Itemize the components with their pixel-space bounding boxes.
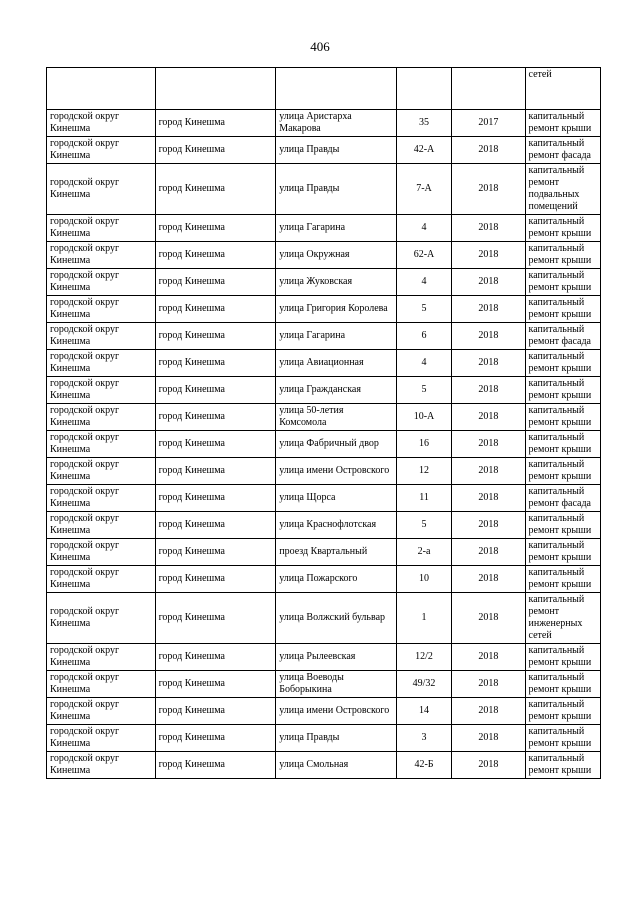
cell-district: городской округ Кинешма xyxy=(47,458,156,485)
cell-year: 2018 xyxy=(452,137,525,164)
cell-street: улица имени Островского xyxy=(276,698,397,725)
cell-city: город Кинешма xyxy=(155,752,276,779)
table-row xyxy=(47,698,601,725)
table-row xyxy=(47,137,601,164)
cell-house: 49/32 xyxy=(396,671,451,698)
cell-city: город Кинешма xyxy=(155,512,276,539)
cell-year: 2018 xyxy=(452,458,525,485)
cell-year: 2018 xyxy=(452,296,525,323)
cell-year: 2018 xyxy=(452,164,525,215)
cell-year: 2018 xyxy=(452,539,525,566)
cell-house: 5 xyxy=(396,296,451,323)
cell-year: 2018 xyxy=(452,593,525,644)
cell-year: 2018 xyxy=(452,215,525,242)
table-row xyxy=(47,296,601,323)
cell-work-type: капитальный ремонт крыши xyxy=(525,644,600,671)
cell-city: город Кинешма xyxy=(155,725,276,752)
page-number: 406 xyxy=(310,39,330,54)
cell-street xyxy=(276,68,397,110)
table-row xyxy=(47,593,601,644)
cell-work-type: капитальный ремонт фасада xyxy=(525,137,600,164)
cell-street: улица Аристарха Макарова xyxy=(276,110,397,137)
cell-work-type: капитальный ремонт крыши xyxy=(525,725,600,752)
cell-year: 2018 xyxy=(452,323,525,350)
cell-work-type: капитальный ремонт крыши xyxy=(525,458,600,485)
cell-year: 2018 xyxy=(452,350,525,377)
cell-street: улица Окружная xyxy=(276,242,397,269)
cell-work-type: капитальный ремонт крыши xyxy=(525,215,600,242)
cell-city: город Кинешма xyxy=(155,164,276,215)
table-row xyxy=(47,566,601,593)
cell-city: город Кинешма xyxy=(155,566,276,593)
cell-city: город Кинешма xyxy=(155,350,276,377)
cell-work-type: капитальный ремонт фасада xyxy=(525,323,600,350)
cell-year: 2018 xyxy=(452,485,525,512)
cell-city: город Кинешма xyxy=(155,539,276,566)
cell-house: 1 xyxy=(396,593,451,644)
table-row xyxy=(47,725,601,752)
cell-city: город Кинешма xyxy=(155,404,276,431)
cell-house: 12 xyxy=(396,458,451,485)
cell-city: город Кинешма xyxy=(155,698,276,725)
cell-district: городской округ Кинешма xyxy=(47,725,156,752)
cell-house: 42-Б xyxy=(396,752,451,779)
cell-street: улица Пожарского xyxy=(276,566,397,593)
cell-city: город Кинешма xyxy=(155,671,276,698)
cell-street: улица Щорса xyxy=(276,485,397,512)
cell-house: 6 xyxy=(396,323,451,350)
cell-street: улица Правды xyxy=(276,164,397,215)
cell-house: 11 xyxy=(396,485,451,512)
cell-year: 2018 xyxy=(452,404,525,431)
table-row-continuation xyxy=(47,68,601,110)
cell-street: улица Гагарина xyxy=(276,323,397,350)
cell-city: город Кинешма xyxy=(155,593,276,644)
table-row xyxy=(47,350,601,377)
cell-district: городской округ Кинешма xyxy=(47,752,156,779)
cell-work-type: капитальный ремонт крыши xyxy=(525,269,600,296)
table-row xyxy=(47,323,601,350)
cell-work-type: капитальный ремонт крыши xyxy=(525,110,600,137)
cell-district: городской округ Кинешма xyxy=(47,377,156,404)
cell-district xyxy=(47,68,156,110)
cell-district: городской округ Кинешма xyxy=(47,671,156,698)
cell-street: улица Гагарина xyxy=(276,215,397,242)
cell-year: 2017 xyxy=(452,110,525,137)
cell-house: 35 xyxy=(396,110,451,137)
table-row xyxy=(47,512,601,539)
cell-city: город Кинешма xyxy=(155,296,276,323)
cell-city xyxy=(155,68,276,110)
cell-work-type: капитальный ремонт крыши xyxy=(525,671,600,698)
cell-house: 5 xyxy=(396,512,451,539)
cell-house: 3 xyxy=(396,725,451,752)
cell-year: 2018 xyxy=(452,752,525,779)
cell-work-type: капитальный ремонт крыши xyxy=(525,431,600,458)
cell-year: 2018 xyxy=(452,377,525,404)
table-row xyxy=(47,242,601,269)
cell-work-type: капитальный ремонт инженерных сетей xyxy=(525,593,600,644)
cell-house: 12/2 xyxy=(396,644,451,671)
cell-year xyxy=(452,68,525,110)
cell-work-type: капитальный ремонт крыши xyxy=(525,377,600,404)
cell-district: городской округ Кинешма xyxy=(47,698,156,725)
cell-year: 2018 xyxy=(452,725,525,752)
cell-district: городской округ Кинешма xyxy=(47,404,156,431)
cell-street: улица Рылеевская xyxy=(276,644,397,671)
repair-schedule-table xyxy=(46,67,601,779)
table-row xyxy=(47,110,601,137)
cell-work-type: сетей xyxy=(525,68,600,110)
cell-district: городской округ Кинешма xyxy=(47,137,156,164)
cell-street: улица Правды xyxy=(276,725,397,752)
table-row xyxy=(47,269,601,296)
cell-year: 2018 xyxy=(452,269,525,296)
cell-work-type: капитальный ремонт крыши xyxy=(525,752,600,779)
cell-district: городской округ Кинешма xyxy=(47,431,156,458)
cell-year: 2018 xyxy=(452,644,525,671)
cell-city: город Кинешма xyxy=(155,377,276,404)
cell-year: 2018 xyxy=(452,431,525,458)
cell-city: город Кинешма xyxy=(155,485,276,512)
cell-work-type: капитальный ремонт крыши xyxy=(525,512,600,539)
cell-city: город Кинешма xyxy=(155,110,276,137)
cell-street: улица Смольная xyxy=(276,752,397,779)
cell-street: улица Правды xyxy=(276,137,397,164)
cell-district: городской округ Кинешма xyxy=(47,296,156,323)
cell-street: улица Фабричный двор xyxy=(276,431,397,458)
cell-work-type: капитальный ремонт крыши xyxy=(525,539,600,566)
cell-district: городской округ Кинешма xyxy=(47,269,156,296)
cell-work-type: капитальный ремонт крыши xyxy=(525,404,600,431)
cell-house: 10 xyxy=(396,566,451,593)
cell-street: улица Воеводы Боборыкина xyxy=(276,671,397,698)
table-row xyxy=(47,644,601,671)
cell-street: улица Волжский бульвар xyxy=(276,593,397,644)
table-row xyxy=(47,671,601,698)
cell-district: городской округ Кинешма xyxy=(47,323,156,350)
cell-city: город Кинешма xyxy=(155,215,276,242)
table-row xyxy=(47,458,601,485)
table-row xyxy=(47,485,601,512)
cell-year: 2018 xyxy=(452,671,525,698)
cell-street: улица Григория Королева xyxy=(276,296,397,323)
cell-street: улица 50-летия Комсомола xyxy=(276,404,397,431)
table-row xyxy=(47,377,601,404)
cell-city: город Кинешма xyxy=(155,431,276,458)
cell-district: городской округ Кинешма xyxy=(47,566,156,593)
cell-street: проезд Квартальный xyxy=(276,539,397,566)
cell-year: 2018 xyxy=(452,566,525,593)
cell-street: улица Жуковская xyxy=(276,269,397,296)
cell-house: 7-А xyxy=(396,164,451,215)
cell-district: городской округ Кинешма xyxy=(47,242,156,269)
cell-street: улица Авиационная xyxy=(276,350,397,377)
cell-street: улица Краснофлотская xyxy=(276,512,397,539)
cell-house: 14 xyxy=(396,698,451,725)
cell-work-type: капитальный ремонт крыши xyxy=(525,698,600,725)
cell-house: 16 xyxy=(396,431,451,458)
cell-house: 42-А xyxy=(396,137,451,164)
cell-district: городской округ Кинешма xyxy=(47,512,156,539)
table-body xyxy=(47,68,601,779)
cell-work-type: капитальный ремонт подвальных помещений xyxy=(525,164,600,215)
cell-street: улица имени Островского xyxy=(276,458,397,485)
cell-house xyxy=(396,68,451,110)
cell-district: городской округ Кинешма xyxy=(47,215,156,242)
cell-work-type: капитальный ремонт крыши xyxy=(525,242,600,269)
table-row xyxy=(47,752,601,779)
cell-city: город Кинешма xyxy=(155,323,276,350)
cell-year: 2018 xyxy=(452,512,525,539)
cell-district: городской округ Кинешма xyxy=(47,644,156,671)
cell-district: городской округ Кинешма xyxy=(47,350,156,377)
cell-house: 10-А xyxy=(396,404,451,431)
cell-work-type: капитальный ремонт крыши xyxy=(525,566,600,593)
table-row xyxy=(47,539,601,566)
cell-year: 2018 xyxy=(452,698,525,725)
cell-work-type: капитальный ремонт фасада xyxy=(525,485,600,512)
table-row xyxy=(47,164,601,215)
cell-work-type: капитальный ремонт крыши xyxy=(525,350,600,377)
cell-district: городской округ Кинешма xyxy=(47,539,156,566)
table-row xyxy=(47,431,601,458)
cell-city: город Кинешма xyxy=(155,269,276,296)
cell-house: 62-А xyxy=(396,242,451,269)
cell-year: 2018 xyxy=(452,242,525,269)
cell-house: 4 xyxy=(396,215,451,242)
cell-work-type: капитальный ремонт крыши xyxy=(525,296,600,323)
cell-district: городской округ Кинешма xyxy=(47,593,156,644)
cell-city: город Кинешма xyxy=(155,137,276,164)
cell-street: улица Гражданская xyxy=(276,377,397,404)
cell-house: 4 xyxy=(396,269,451,296)
cell-house: 2-а xyxy=(396,539,451,566)
cell-city: город Кинешма xyxy=(155,242,276,269)
cell-city: город Кинешма xyxy=(155,458,276,485)
cell-district: городской округ Кинешма xyxy=(47,164,156,215)
table-row xyxy=(47,215,601,242)
table-row xyxy=(47,404,601,431)
cell-city: город Кинешма xyxy=(155,644,276,671)
cell-house: 5 xyxy=(396,377,451,404)
cell-district: городской округ Кинешма xyxy=(47,485,156,512)
cell-district: городской округ Кинешма xyxy=(47,110,156,137)
cell-house: 4 xyxy=(396,350,451,377)
